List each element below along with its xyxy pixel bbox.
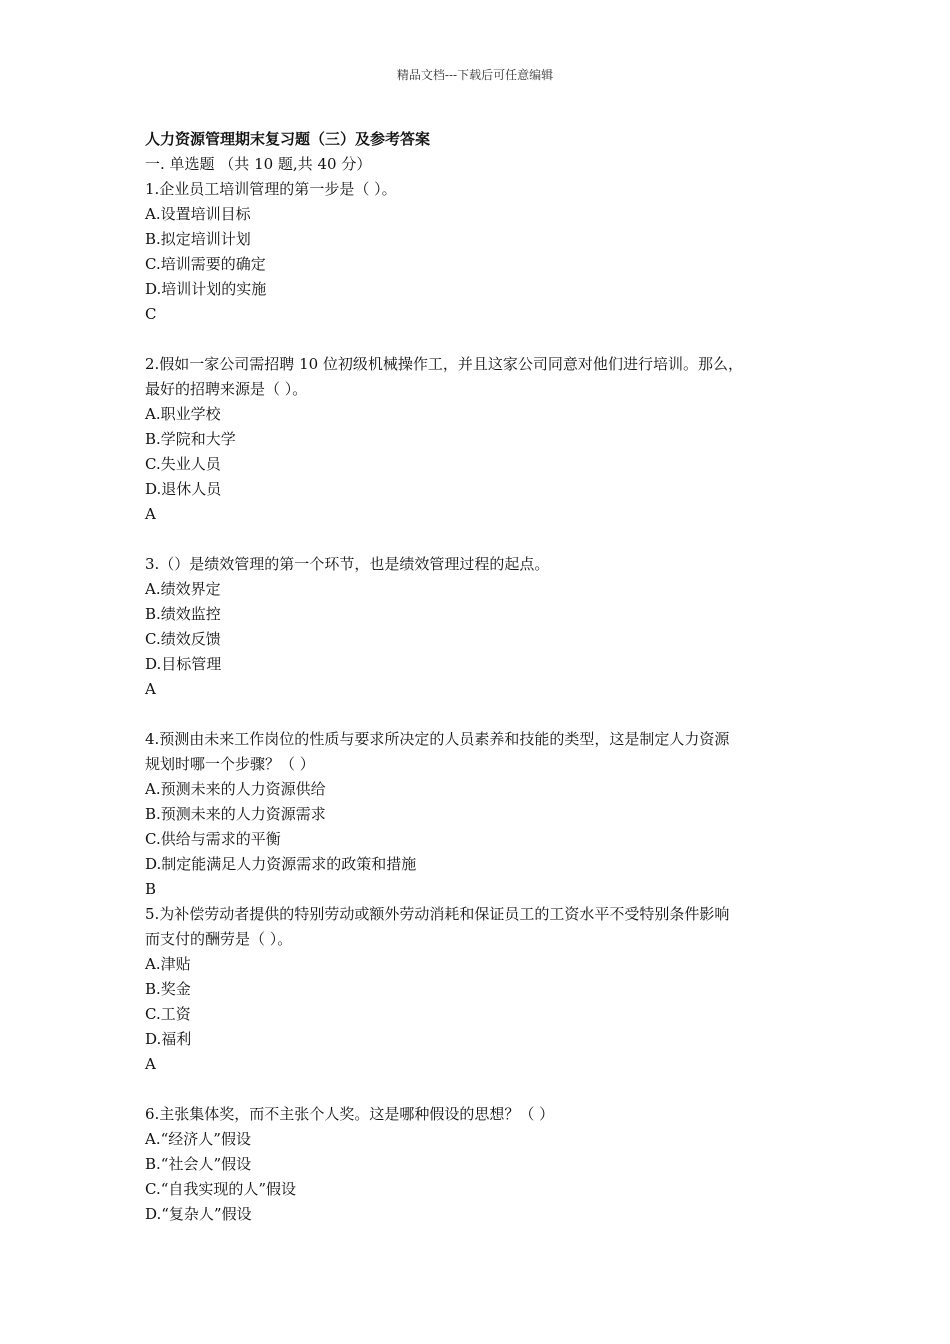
question-block xyxy=(145,177,815,352)
question-option: B.拟定培训计划 xyxy=(145,230,251,248)
question-stem: 最好的招聘来源是（ ）。 xyxy=(145,380,308,398)
question-option: D.培训计划的实施 xyxy=(145,280,267,298)
question-spacer xyxy=(145,527,815,552)
question-stem: 6.主张集体奖，而不主张个人奖。这是哪种假设的思想？（ ） xyxy=(145,1105,555,1123)
question-answer: B xyxy=(145,880,157,898)
question-option: C.“自我实现的人”假设 xyxy=(145,1180,297,1198)
question-answer: A xyxy=(145,505,156,523)
question-option: C.绩效反馈 xyxy=(145,630,221,648)
question-option: A.预测未来的人力资源供给 xyxy=(145,780,326,798)
question-option: B.“社会人”假设 xyxy=(145,1155,252,1173)
question-stem: 而支付的酬劳是（ ）。 xyxy=(145,930,293,948)
question-option: D.退休人员 xyxy=(145,480,222,498)
document-body xyxy=(145,127,815,1227)
question-spacer xyxy=(145,327,815,352)
question-option: D.福利 xyxy=(145,1030,192,1048)
question-option: D.“复杂人”假设 xyxy=(145,1205,252,1223)
question-option: A.设置培训目标 xyxy=(145,205,251,223)
question-option: D.制定能满足人力资源需求的政策和措施 xyxy=(145,855,417,873)
question-block xyxy=(145,352,815,552)
question-option: A.绩效界定 xyxy=(145,580,221,598)
question-option: B.学院和大学 xyxy=(145,430,236,448)
question-option: C.工资 xyxy=(145,1005,191,1023)
question-option: A.津贴 xyxy=(145,955,191,973)
question-option: C.失业人员 xyxy=(145,455,221,473)
question-spacer xyxy=(145,1077,815,1102)
question-list xyxy=(145,177,815,1227)
question-spacer xyxy=(145,702,815,727)
question-option: C.供给与需求的平衡 xyxy=(145,830,281,848)
question-stem: 规划时哪一个步骤？（ ） xyxy=(145,755,315,773)
question-option: B.预测未来的人力资源需求 xyxy=(145,805,326,823)
question-stem: 3.（）是绩效管理的第一个环节，也是绩效管理过程的起点。 xyxy=(145,555,550,573)
question-option: A.“经济人”假设 xyxy=(145,1130,251,1148)
question-answer: A xyxy=(145,1055,156,1073)
page-header: 精品文档---下载后可任意编辑 xyxy=(396,68,554,82)
question-option: A.职业学校 xyxy=(145,405,221,423)
question-answer: A xyxy=(145,680,156,698)
question-option: D.目标管理 xyxy=(145,655,222,673)
question-block xyxy=(145,552,815,727)
question-option: C.培训需要的确定 xyxy=(145,255,266,273)
question-answer: C xyxy=(145,305,157,323)
question-stem: 5.为补偿劳动者提供的特别劳动或额外劳动消耗和保证员工的工资水平不受特别条件影响 xyxy=(145,905,730,923)
question-stem: 2.假如一家公司需招聘 10 位初级机械操作工，并且这家公司同意对他们进行培训。那么， xyxy=(145,355,743,373)
question-option: B.奖金 xyxy=(145,980,191,998)
question-stem: 1.企业员工培训管理的第一步是（ ）。 xyxy=(145,180,397,198)
question-block xyxy=(145,727,815,902)
document-title: 人力资源管理期末复习题（三）及参考答案 xyxy=(145,130,431,148)
question-option: B.绩效监控 xyxy=(145,605,221,623)
question-stem: 4.预测由未来工作岗位的性质与要求所决定的人员素养和技能的类型，这是制定人力资源 xyxy=(145,730,730,748)
question-block xyxy=(145,902,815,1102)
section-heading: 一. 单选题 （共 10 题,共 40 分） xyxy=(145,155,372,173)
question-block xyxy=(145,1102,815,1227)
